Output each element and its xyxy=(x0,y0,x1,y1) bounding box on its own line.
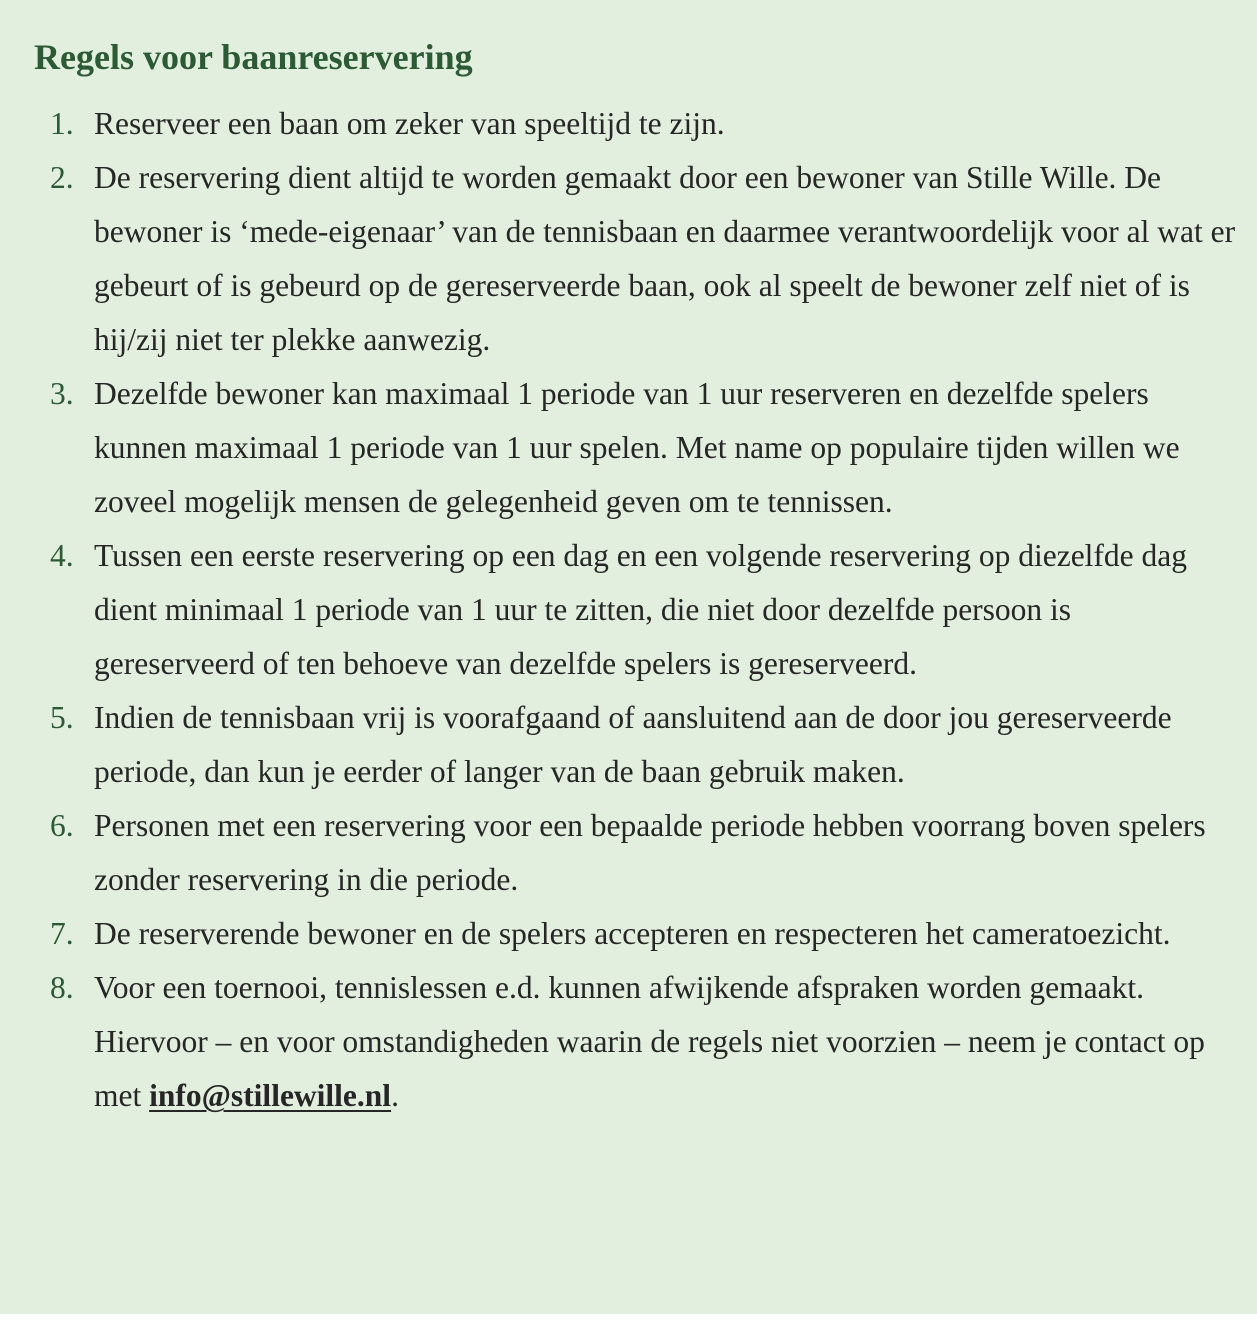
list-item xyxy=(34,151,1237,367)
list-item xyxy=(34,97,1237,151)
rules-list xyxy=(34,97,1237,1123)
list-item-text: Dezelfde bewoner kan maximaal 1 periode van 1 uur reserveren en dezelfde spelers kunnen maximaal 1 periode van 1 uur spelen. Met name op populaire tijden willen we zoveel mogelijk mensen de gelegenheid geven om te tennissen. xyxy=(94,376,1180,519)
list-item-number: 3. xyxy=(50,376,74,411)
email-link[interactable]: info@stillewille.nl xyxy=(149,1078,392,1113)
list-item xyxy=(34,799,1237,907)
list-item-text: De reserverende bewoner en de spelers accepteren en respecteren het cameratoezicht. xyxy=(94,916,1171,951)
list-item-text-after: . xyxy=(391,1078,399,1113)
list-item-number: 6. xyxy=(50,808,74,843)
page-title: Regels voor baanreservering xyxy=(34,37,473,77)
list-item-text: Tussen een eerste reservering op een dag en een volgende reservering op diezelfde dag dient minimaal 1 periode van 1 uur te zitten, die niet door dezelfde persoon is gereserveerd of ten behoeve van dezelfde spelers is gereserveerd. xyxy=(94,538,1188,681)
list-item-text: Indien de tennisbaan vrij is voorafgaand of aansluitend aan de door jou gereserveerde periode, dan kun je eerder of langer van de baan gebruik maken. xyxy=(94,700,1172,789)
list-item-number: 8. xyxy=(50,970,74,1005)
list-item-number: 1. xyxy=(50,106,74,141)
list-item-text: Reserveer een baan om zeker van speeltijd te zijn. xyxy=(94,106,725,141)
list-item xyxy=(34,907,1237,961)
list-item xyxy=(34,529,1237,691)
list-item-text: Personen met een reservering voor een bepaalde periode hebben voorrang boven spelers zonder reservering in die periode. xyxy=(94,808,1206,897)
list-item xyxy=(34,691,1237,799)
list-item xyxy=(34,367,1237,529)
list-item xyxy=(34,961,1237,1123)
list-item-number: 7. xyxy=(50,916,74,951)
list-item-number: 2. xyxy=(50,160,74,195)
list-item-number: 5. xyxy=(50,700,74,735)
list-item-text xyxy=(94,961,1237,1123)
list-item-number: 4. xyxy=(50,538,74,573)
list-item-text-before: Voor een toernooi, tennislessen e.d. kunnen afwijkende afspraken worden gemaakt. Hiervoor – en voor omstandigheden waarin de regels niet voorzien – neem je contact op met xyxy=(94,970,1205,1113)
list-item-text: De reservering dient altijd te worden gemaakt door een bewoner van Stille Wille. De bewoner is ‘mede-eigenaar’ van de tennisbaan en daarmee verantwoordelijk voor al wat er gebeurt of is gebeurd op de gereserveerde baan, ook al speelt de bewoner zelf niet of is hij/zij niet ter plekke aanwezig. xyxy=(94,160,1236,357)
